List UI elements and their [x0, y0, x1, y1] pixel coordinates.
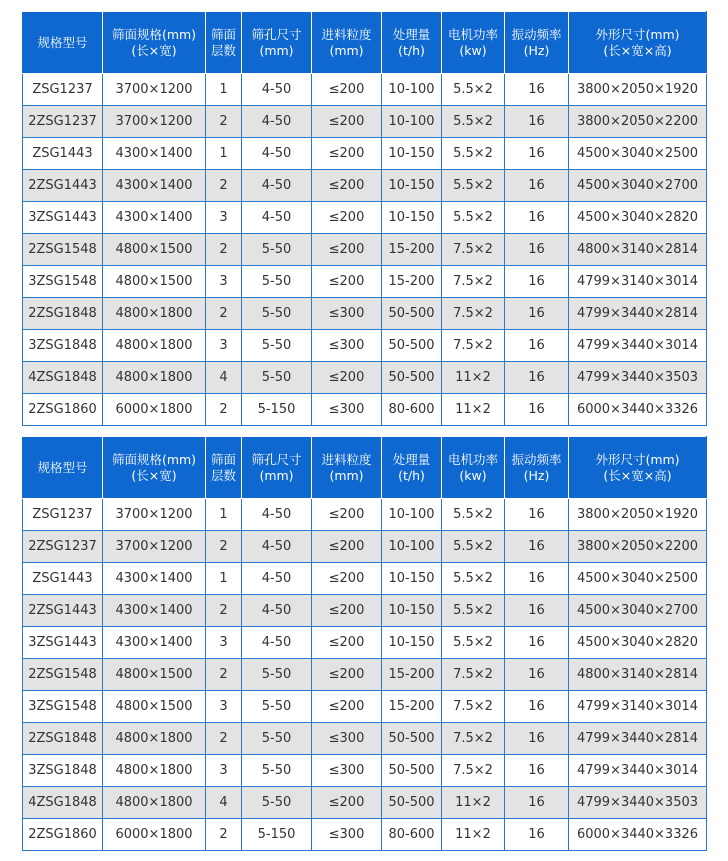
header-row — [23, 12, 707, 74]
table-cell: 2 — [206, 819, 242, 851]
table-cell: 7.5×2 — [442, 755, 505, 787]
table-cell: ≤200 — [312, 202, 382, 234]
table-cell: 10-100 — [382, 74, 442, 106]
table-cell: 50-500 — [382, 362, 442, 394]
table-cell: 4-50 — [242, 499, 312, 531]
table-cell: 4500×3040×2500 — [569, 563, 707, 595]
table-cell: 3 — [206, 266, 242, 298]
table-cell: 16 — [505, 723, 569, 755]
table-cell: 5.5×2 — [442, 202, 505, 234]
column-header-title: 筛面 — [210, 451, 236, 467]
table-cell: 7.5×2 — [442, 659, 505, 691]
table-row — [23, 394, 707, 426]
column-header-title: 电机功率 — [447, 26, 498, 42]
column-header-title: 筛面规格(mm) — [111, 451, 197, 467]
column-header-title: 筛面 — [210, 26, 236, 42]
table-cell: 5-50 — [242, 787, 312, 819]
table-cell: 16 — [505, 627, 569, 659]
table-cell: 3 — [206, 627, 242, 659]
table-cell: 50-500 — [382, 330, 442, 362]
table-cell: 15-200 — [382, 234, 442, 266]
table-cell: 4-50 — [242, 74, 312, 106]
table-row — [23, 787, 707, 819]
table-cell: ≤200 — [312, 499, 382, 531]
table-cell: 4800×3140×2814 — [569, 659, 707, 691]
table-cell: ≤200 — [312, 691, 382, 723]
table-cell: 4-50 — [242, 563, 312, 595]
table-row — [23, 499, 707, 531]
table-cell: 6000×1800 — [103, 394, 206, 426]
table-cell: 6000×3440×3326 — [569, 819, 707, 851]
column-header — [312, 12, 382, 74]
table-cell: 3800×2050×1920 — [569, 74, 707, 106]
table-cell: 10-150 — [382, 170, 442, 202]
column-header — [569, 12, 707, 74]
table-cell: 5.5×2 — [442, 595, 505, 627]
table-cell: 4800×1800 — [103, 330, 206, 362]
table-cell: 4800×1800 — [103, 362, 206, 394]
table-cell: 11×2 — [442, 362, 505, 394]
table-cell: 16 — [505, 531, 569, 563]
table-cell: 16 — [505, 138, 569, 170]
table-cell: 4799×3440×3503 — [569, 787, 707, 819]
table-cell: ≤300 — [312, 819, 382, 851]
table-cell: 5-50 — [242, 362, 312, 394]
column-header — [505, 12, 569, 74]
table-cell: 16 — [505, 266, 569, 298]
column-header-unit: (mm) — [259, 42, 294, 58]
table-cell: 3700×1200 — [103, 499, 206, 531]
table-cell: 4500×3040×2700 — [569, 170, 707, 202]
table-cell: 16 — [505, 170, 569, 202]
table-cell: 7.5×2 — [442, 723, 505, 755]
table-cell: 2 — [206, 723, 242, 755]
table-cell: 4ZSG1848 — [23, 362, 103, 394]
table-cell: 4-50 — [242, 106, 312, 138]
table-cell: 2ZSG1237 — [23, 531, 103, 563]
column-header — [206, 437, 242, 499]
table-cell: ZSG1443 — [23, 563, 103, 595]
table-body — [23, 74, 707, 426]
column-header-unit: 层数 — [210, 42, 236, 58]
table-cell: 4 — [206, 362, 242, 394]
table-cell: 11×2 — [442, 819, 505, 851]
table-cell: 5-50 — [242, 723, 312, 755]
column-header-unit: (kw) — [459, 42, 487, 58]
column-header — [103, 12, 206, 74]
column-header-unit: (mm) — [259, 467, 294, 483]
column-header-title: 振动频率 — [511, 26, 562, 42]
table-cell: 10-100 — [382, 499, 442, 531]
table-cell: 4800×1800 — [103, 787, 206, 819]
table-cell: 15-200 — [382, 691, 442, 723]
table-row — [23, 170, 707, 202]
table-cell: 15-200 — [382, 266, 442, 298]
table-cell: 5-50 — [242, 234, 312, 266]
column-header-title: 规格型号 — [37, 34, 88, 50]
table-cell: 4500×3040×2820 — [569, 202, 707, 234]
table-cell: 11×2 — [442, 394, 505, 426]
column-header — [382, 437, 442, 499]
table-cell: 4500×3040×2820 — [569, 627, 707, 659]
table-row — [23, 330, 707, 362]
column-header-unit: 层数 — [210, 467, 236, 483]
table-cell: 7.5×2 — [442, 298, 505, 330]
table-cell: ≤200 — [312, 106, 382, 138]
column-header-unit: (长×宽×高) — [603, 467, 672, 483]
table-cell: ≤300 — [312, 723, 382, 755]
table-cell: ≤200 — [312, 266, 382, 298]
table-row — [23, 819, 707, 851]
table-cell: 5.5×2 — [442, 627, 505, 659]
table-cell: ≤200 — [312, 531, 382, 563]
table-cell: ≤200 — [312, 595, 382, 627]
table-row — [23, 755, 707, 787]
table-cell: 2ZSG1443 — [23, 170, 103, 202]
table-cell: 7.5×2 — [442, 266, 505, 298]
table-cell: 4799×3140×3014 — [569, 691, 707, 723]
column-header-unit: (长×宽×高) — [603, 42, 672, 58]
table-cell: 3 — [206, 202, 242, 234]
table-cell: 16 — [505, 659, 569, 691]
column-header — [442, 12, 505, 74]
table-cell: 1 — [206, 499, 242, 531]
table-cell: 3700×1200 — [103, 531, 206, 563]
column-header-unit: (mm) — [329, 467, 364, 483]
table-cell: 4800×1500 — [103, 691, 206, 723]
column-header — [442, 437, 505, 499]
table-cell: 4500×3040×2700 — [569, 595, 707, 627]
table-cell: 4 — [206, 787, 242, 819]
table-cell: 1 — [206, 74, 242, 106]
table-cell: 5-150 — [242, 394, 312, 426]
table-cell: 10-150 — [382, 627, 442, 659]
table-cell: 1 — [206, 138, 242, 170]
table-row — [23, 595, 707, 627]
spec-table-2 — [22, 436, 707, 851]
table-cell: 2ZSG1848 — [23, 298, 103, 330]
column-header — [569, 437, 707, 499]
table-row — [23, 563, 707, 595]
column-header-title: 筛孔尺寸 — [251, 26, 302, 42]
table-cell: 7.5×2 — [442, 234, 505, 266]
table-cell: ≤300 — [312, 298, 382, 330]
table-cell: 5.5×2 — [442, 170, 505, 202]
table-cell: ZSG1237 — [23, 74, 103, 106]
table-cell: 80-600 — [382, 394, 442, 426]
column-header — [382, 12, 442, 74]
table-cell: 4300×1400 — [103, 563, 206, 595]
table-cell: 16 — [505, 394, 569, 426]
column-header-unit: (mm) — [329, 42, 364, 58]
table-cell: 4-50 — [242, 595, 312, 627]
table-row — [23, 74, 707, 106]
table-cell: 4800×1800 — [103, 298, 206, 330]
table-cell: 4ZSG1848 — [23, 787, 103, 819]
table-cell: 4300×1400 — [103, 170, 206, 202]
column-header — [505, 437, 569, 499]
table-cell: 5-50 — [242, 298, 312, 330]
header-row — [23, 437, 707, 499]
column-header-unit: (长×宽) — [131, 467, 177, 483]
table-cell: 5-50 — [242, 755, 312, 787]
table-cell: 16 — [505, 202, 569, 234]
table-row — [23, 362, 707, 394]
column-header — [103, 437, 206, 499]
table-cell: 3800×2050×1920 — [569, 499, 707, 531]
table-row — [23, 138, 707, 170]
column-header-title: 处理量 — [392, 451, 431, 467]
table-cell: ≤200 — [312, 138, 382, 170]
spec-table-1 — [22, 11, 707, 426]
table-cell: 3ZSG1848 — [23, 755, 103, 787]
table-cell: 4800×1800 — [103, 723, 206, 755]
column-header-unit: (t/h) — [398, 42, 425, 58]
column-header-title: 外形尺寸(mm) — [595, 26, 680, 42]
table-cell: 3ZSG1548 — [23, 691, 103, 723]
table-cell: 5.5×2 — [442, 138, 505, 170]
table-cell: 15-200 — [382, 659, 442, 691]
column-header-title: 规格型号 — [37, 459, 88, 475]
table-cell: 11×2 — [442, 787, 505, 819]
table-cell: ≤200 — [312, 659, 382, 691]
table-cell: 5-50 — [242, 266, 312, 298]
table-cell: 2ZSG1237 — [23, 106, 103, 138]
table-cell: 6000×3440×3326 — [569, 394, 707, 426]
table-cell: 3 — [206, 755, 242, 787]
table-cell: 16 — [505, 563, 569, 595]
table-cell: 4-50 — [242, 170, 312, 202]
table-cell: 50-500 — [382, 787, 442, 819]
table-cell: 2ZSG1548 — [23, 234, 103, 266]
table-header — [23, 437, 707, 499]
table-cell: 16 — [505, 362, 569, 394]
column-header-title: 处理量 — [392, 26, 431, 42]
column-header-title: 进料粒度 — [321, 26, 372, 42]
table-cell: ZSG1237 — [23, 499, 103, 531]
table-cell: 2 — [206, 170, 242, 202]
table-cell: 5-50 — [242, 330, 312, 362]
table-cell: 16 — [505, 691, 569, 723]
table-cell: 10-150 — [382, 138, 442, 170]
table-cell: 2 — [206, 531, 242, 563]
column-header — [242, 12, 312, 74]
table-row — [23, 234, 707, 266]
table-cell: 4300×1400 — [103, 202, 206, 234]
column-header — [206, 12, 242, 74]
table-row — [23, 723, 707, 755]
table-cell: 16 — [505, 595, 569, 627]
table-cell: ≤200 — [312, 627, 382, 659]
table-cell: 6000×1800 — [103, 819, 206, 851]
column-header-title: 筛孔尺寸 — [251, 451, 302, 467]
table-cell: 2 — [206, 394, 242, 426]
column-header-title: 电机功率 — [447, 451, 498, 467]
table-cell: 3700×1200 — [103, 74, 206, 106]
table-row — [23, 531, 707, 563]
table-cell: ZSG1443 — [23, 138, 103, 170]
column-header-title: 筛面规格(mm) — [111, 26, 197, 42]
table-cell: 4-50 — [242, 138, 312, 170]
table-cell: 16 — [505, 787, 569, 819]
table-cell: 5-50 — [242, 691, 312, 723]
table-cell: ≤200 — [312, 563, 382, 595]
table-cell: ≤300 — [312, 330, 382, 362]
table-cell: 4799×3440×3014 — [569, 330, 707, 362]
column-header — [23, 437, 103, 499]
table-cell: 4-50 — [242, 627, 312, 659]
table-cell: ≤200 — [312, 170, 382, 202]
table-cell: 3800×2050×2200 — [569, 106, 707, 138]
column-header-unit: (t/h) — [398, 467, 425, 483]
table-cell: 3ZSG1443 — [23, 202, 103, 234]
table-cell: 4-50 — [242, 202, 312, 234]
column-header-title: 外形尺寸(mm) — [595, 451, 680, 467]
table-cell: 3700×1200 — [103, 106, 206, 138]
table-cell: 16 — [505, 819, 569, 851]
table-cell: 10-100 — [382, 531, 442, 563]
table-cell: 2 — [206, 595, 242, 627]
table-cell: 5.5×2 — [442, 499, 505, 531]
column-header — [23, 12, 103, 74]
table-cell: 4-50 — [242, 531, 312, 563]
table-cell: 4799×3440×2814 — [569, 723, 707, 755]
table-cell: ≤300 — [312, 755, 382, 787]
table-cell: 16 — [505, 330, 569, 362]
table-cell: 16 — [505, 106, 569, 138]
table-cell: 16 — [505, 74, 569, 106]
table-cell: 4300×1400 — [103, 595, 206, 627]
table-cell: 5.5×2 — [442, 74, 505, 106]
table-cell: 4800×1500 — [103, 659, 206, 691]
table-cell: 7.5×2 — [442, 691, 505, 723]
table-row — [23, 106, 707, 138]
table-cell: 2 — [206, 659, 242, 691]
table-cell: 4800×1500 — [103, 234, 206, 266]
column-header-title: 进料粒度 — [321, 451, 372, 467]
table-cell: 4800×1500 — [103, 266, 206, 298]
table-cell: 2ZSG1548 — [23, 659, 103, 691]
table-cell: 50-500 — [382, 298, 442, 330]
column-header-unit: (Hz) — [523, 467, 550, 483]
table-cell: 4500×3040×2500 — [569, 138, 707, 170]
table-body — [23, 499, 707, 851]
table-cell: 7.5×2 — [442, 330, 505, 362]
table-cell: 4799×3140×3014 — [569, 266, 707, 298]
table-cell: 50-500 — [382, 723, 442, 755]
table-cell: ≤200 — [312, 362, 382, 394]
table-cell: 5.5×2 — [442, 531, 505, 563]
table-cell: 4300×1400 — [103, 627, 206, 659]
table-row — [23, 659, 707, 691]
column-header-unit: (kw) — [459, 467, 487, 483]
table-row — [23, 266, 707, 298]
table-cell: 2 — [206, 106, 242, 138]
table-cell: 2 — [206, 298, 242, 330]
table-cell: ≤200 — [312, 787, 382, 819]
table-cell: 4800×3140×2814 — [569, 234, 707, 266]
table-cell: 10-100 — [382, 106, 442, 138]
table-cell: 3 — [206, 330, 242, 362]
table-cell: 4799×3440×3503 — [569, 362, 707, 394]
table-cell: 5.5×2 — [442, 106, 505, 138]
table-cell: 2ZSG1860 — [23, 819, 103, 851]
column-header — [312, 437, 382, 499]
table-cell: ≤300 — [312, 394, 382, 426]
table-row — [23, 202, 707, 234]
column-header-unit: (Hz) — [523, 42, 550, 58]
column-header — [242, 437, 312, 499]
table-cell: 2ZSG1848 — [23, 723, 103, 755]
table-row — [23, 691, 707, 723]
table-cell: 5-150 — [242, 819, 312, 851]
table-cell: 10-150 — [382, 202, 442, 234]
table-cell: 10-150 — [382, 595, 442, 627]
table-row — [23, 298, 707, 330]
table-cell: 4799×3440×3014 — [569, 755, 707, 787]
table-cell: 3ZSG1443 — [23, 627, 103, 659]
table-cell: 4799×3440×2814 — [569, 298, 707, 330]
table-cell: 2 — [206, 234, 242, 266]
table-cell: ≤200 — [312, 234, 382, 266]
table-cell: 4300×1400 — [103, 138, 206, 170]
table-row — [23, 627, 707, 659]
table-cell: 10-150 — [382, 563, 442, 595]
table-cell: 2ZSG1860 — [23, 394, 103, 426]
table-cell: 16 — [505, 234, 569, 266]
table-cell: 1 — [206, 563, 242, 595]
table-cell: 5.5×2 — [442, 563, 505, 595]
table-cell: 3 — [206, 691, 242, 723]
table-cell: 3800×2050×2200 — [569, 531, 707, 563]
table-cell: 16 — [505, 298, 569, 330]
table-cell: 5-50 — [242, 659, 312, 691]
table-cell: 50-500 — [382, 755, 442, 787]
table-cell: 16 — [505, 755, 569, 787]
table-cell: 4800×1800 — [103, 755, 206, 787]
table-cell: 3ZSG1548 — [23, 266, 103, 298]
table-header — [23, 12, 707, 74]
table-cell: 16 — [505, 499, 569, 531]
table-cell: 80-600 — [382, 819, 442, 851]
table-cell: 2ZSG1443 — [23, 595, 103, 627]
column-header-title: 振动频率 — [511, 451, 562, 467]
table-cell: ≤200 — [312, 74, 382, 106]
table-cell: 3ZSG1848 — [23, 330, 103, 362]
column-header-unit: (长×宽) — [131, 42, 177, 58]
